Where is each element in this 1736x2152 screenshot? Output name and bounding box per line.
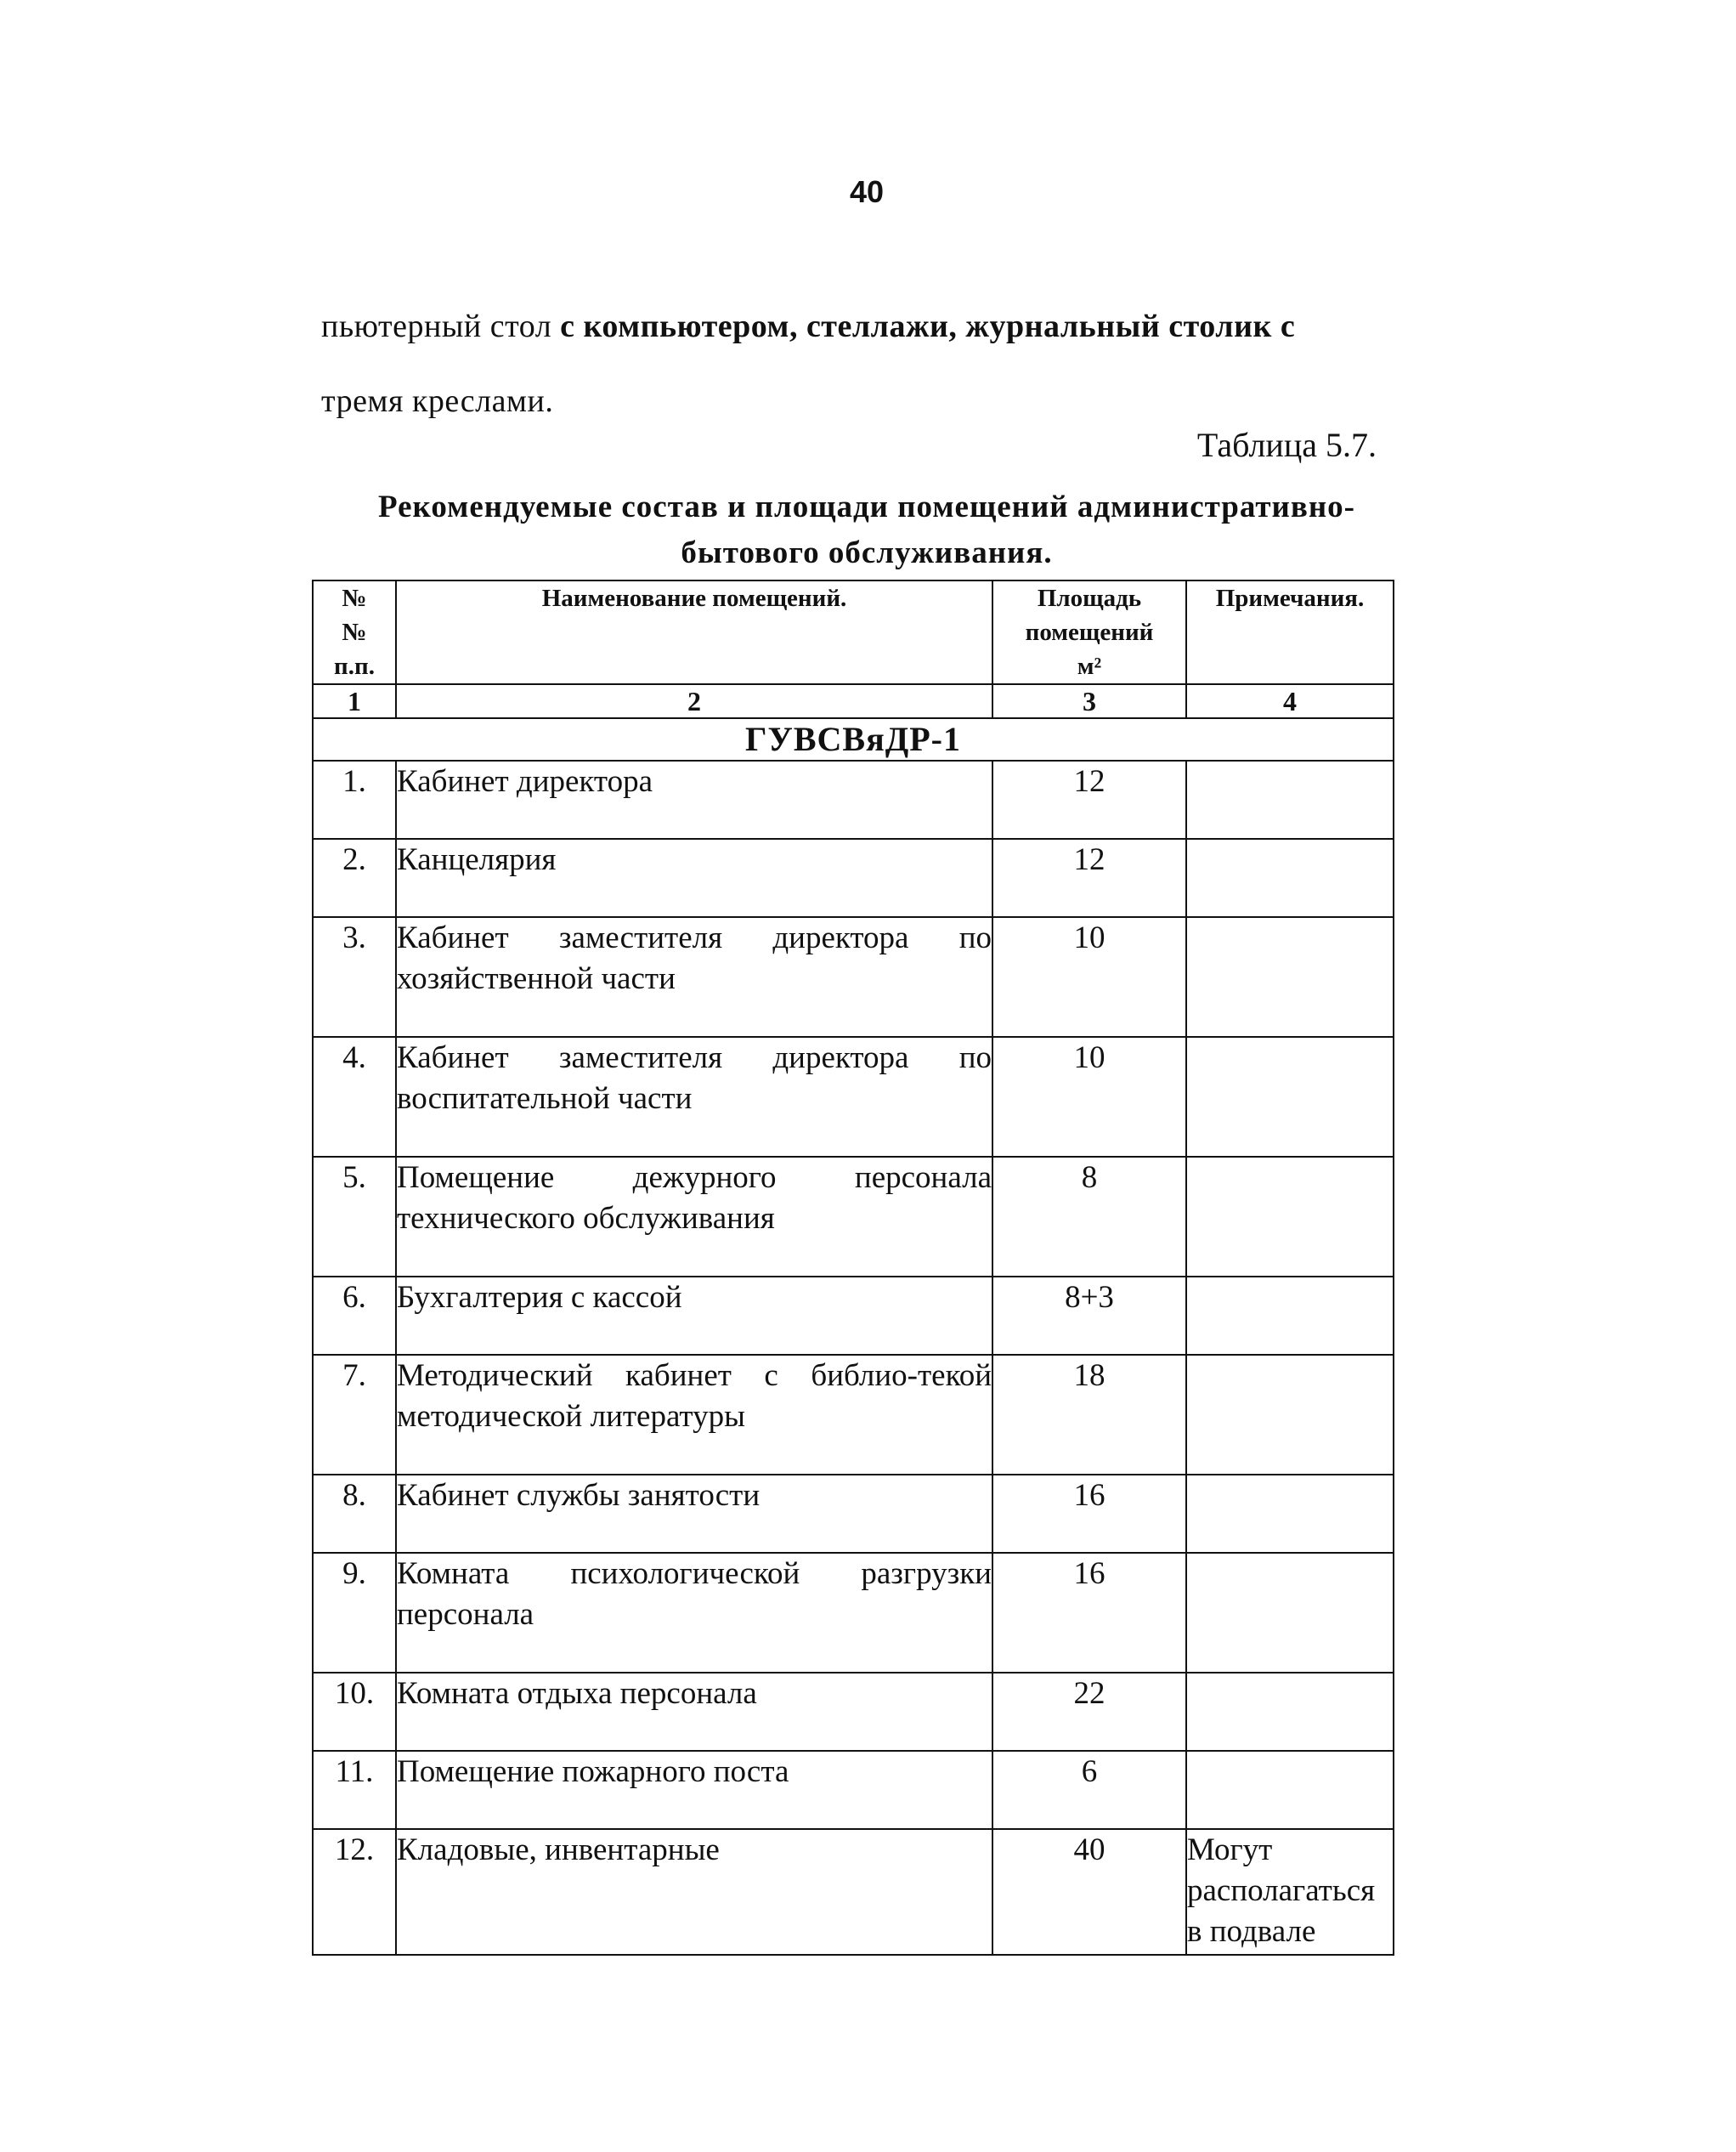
row-number: 8. xyxy=(313,1475,396,1553)
column-number: 1 xyxy=(313,684,396,718)
room-area: 22 xyxy=(992,1673,1186,1751)
row-number: 2. xyxy=(313,839,396,917)
room-name: Кладовые, инвентарные xyxy=(396,1829,992,1955)
row-number: 10. xyxy=(313,1673,396,1751)
room-name: Кабинет заместителя директора по хозяйственной части xyxy=(396,917,992,1037)
room-name: Комната психологической разгрузки персонала xyxy=(396,1553,992,1673)
table-row xyxy=(313,839,1394,917)
room-name: Бухгалтерия с кассой xyxy=(396,1277,992,1355)
column-number-row xyxy=(313,684,1394,718)
room-note xyxy=(1186,1277,1394,1355)
room-name: Кабинет директора xyxy=(396,761,992,839)
table-row xyxy=(313,1277,1394,1355)
row-number: 7. xyxy=(313,1355,396,1475)
header-number: № № п.п. xyxy=(313,580,396,684)
section-row xyxy=(313,718,1394,761)
page-number: 40 xyxy=(849,174,885,209)
header-area: Площадь помещений м² xyxy=(992,580,1186,684)
room-note xyxy=(1186,761,1394,839)
room-note: Могут располагаться в подвале xyxy=(1186,1829,1394,1955)
room-note xyxy=(1186,1553,1394,1673)
intro-bold-text: с компьютером, стеллажи, журнальный столик с xyxy=(560,309,1296,344)
intro-paragraph xyxy=(321,289,1375,439)
table-row xyxy=(313,1157,1394,1277)
intro-line-2: тремя креслами. xyxy=(321,383,554,419)
row-number: 4. xyxy=(313,1037,396,1157)
row-number: 9. xyxy=(313,1553,396,1673)
row-number: 5. xyxy=(313,1157,396,1277)
table-row xyxy=(313,1037,1394,1157)
room-name: Помещение дежурного персонала технического обслуживания xyxy=(396,1157,992,1277)
table-title-line-1: Рекомендуемые состав и площади помещений административно- xyxy=(378,490,1355,524)
room-note xyxy=(1186,1037,1394,1157)
table-title-line-2: бытового обслуживания. xyxy=(681,535,1053,570)
room-note xyxy=(1186,1751,1394,1829)
intro-text: пьютерный стол xyxy=(321,309,561,344)
row-number: 3. xyxy=(313,917,396,1037)
section-title: ГУВСВяДР-1 xyxy=(313,718,1394,761)
room-area: 10 xyxy=(992,1037,1186,1157)
table-row xyxy=(313,761,1394,839)
row-number: 1. xyxy=(313,761,396,839)
table-header-row xyxy=(313,580,1394,684)
room-area: 18 xyxy=(992,1355,1186,1475)
room-area: 6 xyxy=(992,1751,1186,1829)
rooms-table xyxy=(312,580,1394,1956)
column-number: 3 xyxy=(992,684,1186,718)
intro-line-1 xyxy=(321,289,1375,364)
room-area: 16 xyxy=(992,1475,1186,1553)
table-row xyxy=(313,1553,1394,1673)
table-row xyxy=(313,917,1394,1037)
row-number: 11. xyxy=(313,1751,396,1829)
room-area: 40 xyxy=(992,1829,1186,1955)
room-name: Кабинет заместителя директора по воспитательной части xyxy=(396,1037,992,1157)
column-number: 4 xyxy=(1186,684,1394,718)
table-row xyxy=(313,1475,1394,1553)
table-body xyxy=(313,761,1394,1955)
room-note xyxy=(1186,839,1394,917)
table-row xyxy=(313,1673,1394,1751)
column-number: 2 xyxy=(396,684,992,718)
room-name: Помещение пожарного поста xyxy=(396,1751,992,1829)
room-area: 10 xyxy=(992,917,1186,1037)
row-number: 6. xyxy=(313,1277,396,1355)
room-area: 8+3 xyxy=(992,1277,1186,1355)
room-name: Методический кабинет с библио-текой методической литературы xyxy=(396,1355,992,1475)
room-area: 8 xyxy=(992,1157,1186,1277)
header-notes: Примечания. xyxy=(1186,580,1394,684)
table-row xyxy=(313,1355,1394,1475)
room-note xyxy=(1186,1475,1394,1553)
room-area: 12 xyxy=(992,761,1186,839)
room-note xyxy=(1186,1355,1394,1475)
room-note xyxy=(1186,1673,1394,1751)
row-number: 12. xyxy=(313,1829,396,1955)
table-title xyxy=(255,484,1479,576)
table-caption: Таблица 5.7. xyxy=(1196,426,1377,464)
room-note xyxy=(1186,1157,1394,1277)
room-area: 12 xyxy=(992,839,1186,917)
room-area: 16 xyxy=(992,1553,1186,1673)
header-name: Наименование помещений. xyxy=(396,580,992,684)
room-note xyxy=(1186,917,1394,1037)
room-name: Кабинет службы занятости xyxy=(396,1475,992,1553)
table-row xyxy=(313,1829,1394,1955)
room-name: Комната отдыха персонала xyxy=(396,1673,992,1751)
room-name: Канцелярия xyxy=(396,839,992,917)
table-row xyxy=(313,1751,1394,1829)
